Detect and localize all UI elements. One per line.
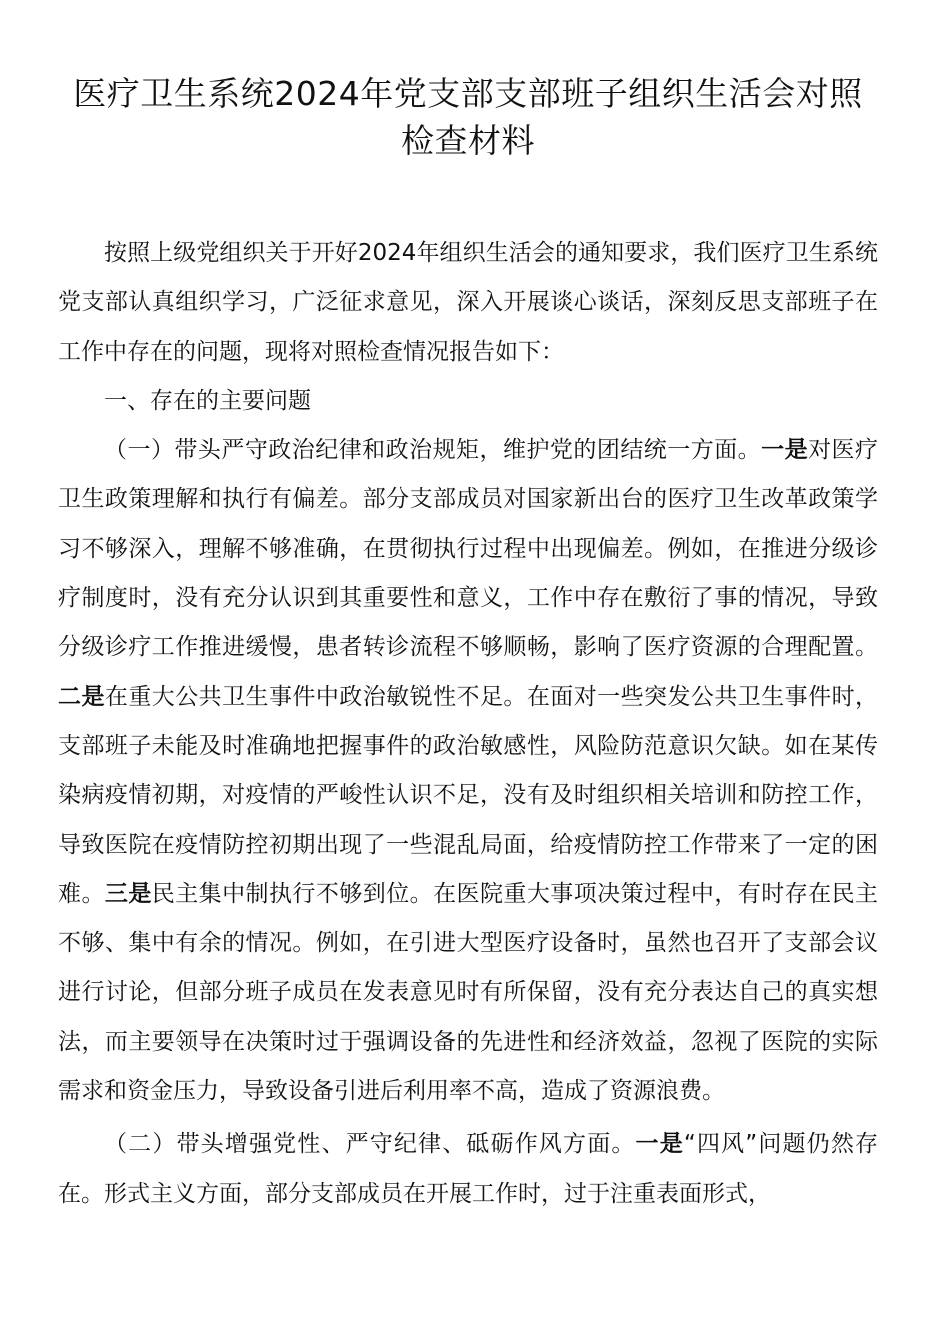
point-3-text: 民主集中制执行不够到位。在医院重大事项决策过程中，有时存在民主不够、集中有余的情况。例如，在引进大型医疗设备时，虽然也召开了支部会议进行讨论，但部分班子成员在发表意见时有所保留，没有充分表达自己的真实想法，而主要领导在决策时过于强调设备的先进性和经济效益，忽视了医院的实际需求和资金压力，导致设备引进后利用率不高，造成了资源浪费。 — [58, 880, 879, 1105]
subsection-2-lead: （二）带头增强党性、严守纪律、砥砺作风方面。 — [104, 1131, 636, 1158]
subsection-2-point-1-text: “四风”问题仍然存在。形式主义方面，部分支部成员在开展工作时，过于注重表面形式， — [58, 1131, 878, 1207]
subsection-2-paragraph — [58, 1120, 878, 1219]
document-title: 医疗卫生系统2024年党支部支部班子组织生活会对照检查材料 — [73, 74, 863, 160]
point-1-keyword: 一是 — [761, 437, 809, 464]
document-page — [58, 70, 878, 1219]
subsection-1-lead: （一）带头严守政治纪律和政治规矩，维护党的团结统一方面。 — [104, 437, 762, 464]
intro-paragraph: 按照上级党组织关于开好2024年组织生活会的通知要求，我们医疗卫生系统党支部认真组织学习，广泛征求意见，深入开展谈心谈话，深刻反思支部班子在工作中存在的问题，现将对照检查情况报告如下： — [58, 240, 878, 365]
point-1-text: 对医疗卫生政策理解和执行有偏差。部分支部成员对国家新出台的医疗卫生改革政策学习不够深入，理解不够准确，在贯彻执行过程中出现偏差。例如，在推进分级诊疗制度时，没有充分认识到其重要性和意义，工作中存在敷衍了事的情况，导致分级诊疗工作推进缓慢，患者转诊流程不够顺畅，影响了医疗资源的合理配置。 — [58, 437, 878, 661]
subsection-2-point-1-keyword: 一是 — [635, 1131, 684, 1158]
point-3-keyword: 三是 — [104, 880, 152, 907]
section-heading-main-problems: 一、存在的主要问题 — [104, 387, 311, 414]
subsection-1-paragraph — [58, 426, 878, 1116]
point-2-text: 在重大公共卫生事件中政治敏锐性不足。在面对一些突发公共卫生事件时，支部班子未能及时准确地把握事件的政治敏感性，风险防范意识欠缺。如在某传染病疫情初期，对疫情的严峻性认识不足，没有及时组织相关培训和防控工作，导致医院在疫情防控初期出现了一些混乱局面，给疫情防控工作带来了一定的困难。 — [58, 683, 879, 907]
point-2-keyword: 二是 — [58, 683, 105, 710]
document-body — [58, 229, 878, 1219]
